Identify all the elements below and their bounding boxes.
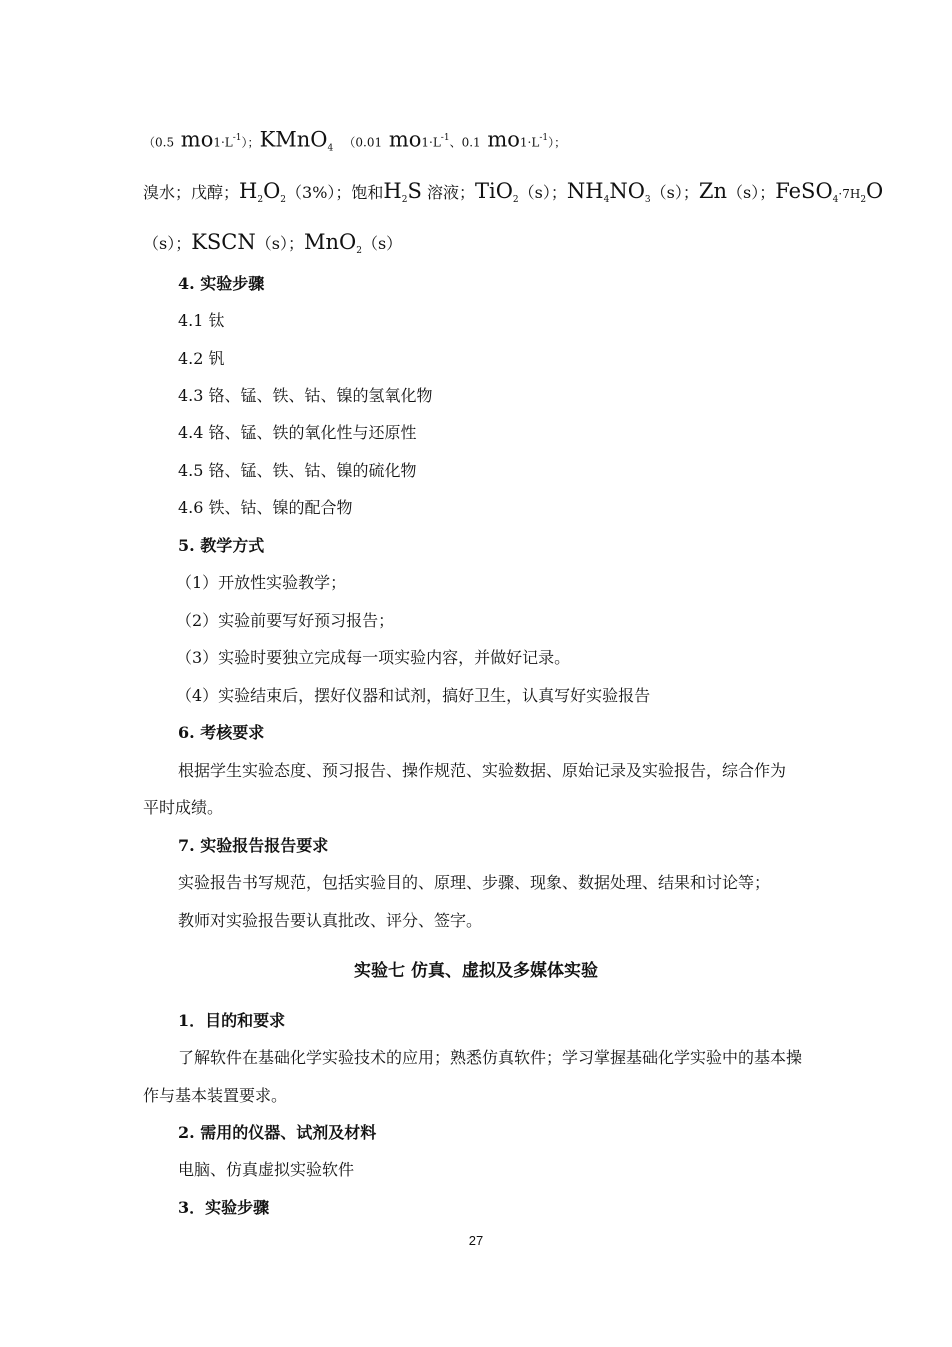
- text: （3%）；饱和: [286, 183, 384, 202]
- subscript: 4: [832, 195, 839, 206]
- subscript: 2: [257, 195, 264, 206]
- paragraph-line: 实验报告书写规范，包括实验目的、原理、步骤、现象、数据处理、结果和讨论等；: [178, 873, 771, 892]
- text: （s）；: [650, 183, 699, 202]
- subscript: 3: [644, 195, 651, 206]
- unit-rest: 1·L: [519, 135, 540, 150]
- formula-mno2: MnO: [303, 230, 357, 254]
- formula-h2o2: H: [239, 179, 258, 203]
- subscript: 2: [356, 246, 362, 257]
- page-number: 27: [468, 1233, 484, 1248]
- section-heading: 3．实验步骤: [178, 1198, 270, 1217]
- unit-rest: 1·L: [421, 135, 441, 150]
- superscript: -1: [539, 133, 549, 143]
- reagent-line-3: [143, 232, 402, 261]
- formula-tio2: TiO: [474, 179, 513, 203]
- list-item: （1）开放性实验教学；: [176, 573, 347, 592]
- superscript: -1: [232, 133, 242, 143]
- unit-mol: mo: [480, 127, 520, 152]
- formula-part: ·7H: [838, 187, 861, 201]
- paragraph-line: 根据学生实验态度、预习报告、操作规范、实验数据、原始记录及实验报告，综合作为: [178, 761, 787, 780]
- concentration: 0.5: [155, 135, 175, 150]
- section-heading: 2. 需用的仪器、试剂及材料: [178, 1123, 377, 1142]
- list-item: 4.2 钒: [178, 349, 225, 368]
- text: 溴水；戊醇；: [143, 183, 240, 202]
- subscript: 2: [401, 195, 408, 206]
- unit-rest: 1·L: [213, 135, 233, 150]
- paragraph-line: 平时成绩。: [143, 798, 224, 817]
- text: 溶液；: [421, 183, 475, 202]
- experiment-title: 实验七 仿真、虚拟及多媒体实验: [354, 961, 598, 981]
- formula-part: NO: [609, 179, 645, 203]
- unit-mol: mo: [174, 127, 214, 152]
- section-heading: 4. 实验步骤: [178, 274, 265, 293]
- section-heading: 6. 考核要求: [178, 723, 265, 742]
- concentration: 0.1: [461, 135, 481, 150]
- section-heading: 1．目的和要求: [178, 1011, 286, 1030]
- paren: ）；: [548, 135, 567, 150]
- list-item: （3）实验时要独立完成每一项实验内容，并做好记录。: [176, 648, 571, 667]
- separator: 、: [449, 135, 462, 150]
- list-item: 4.3 铬、锰、铁、钴、镍的氢氧化物: [178, 386, 433, 405]
- list-item: 4.4 铬、锰、铁的氧化性与还原性: [178, 423, 417, 442]
- paren: （: [143, 135, 156, 150]
- unit-mol: mo: [382, 127, 422, 152]
- subscript: 2: [860, 195, 867, 206]
- subscript: 4: [327, 143, 334, 154]
- formula-part: O: [866, 179, 884, 203]
- formula-zn: Zn: [698, 179, 727, 203]
- formula-kscn: KSCN: [191, 230, 256, 254]
- paragraph-line: 电脑、仿真虚拟实验软件: [178, 1160, 355, 1179]
- text: （s）: [361, 234, 403, 253]
- list-item: 4.1 钛: [178, 311, 225, 330]
- formula-h2s: H: [383, 179, 402, 203]
- section-heading: 5. 教学方式: [178, 536, 265, 555]
- text: （s）；: [726, 183, 776, 202]
- section-heading: 7. 实验报告报告要求: [178, 836, 329, 855]
- superscript: -1: [440, 133, 450, 143]
- list-item: 4.6 铁、钴、镍的配合物: [178, 498, 353, 517]
- reagent-line-2: [143, 181, 883, 210]
- subscript: 2: [512, 195, 519, 206]
- subscript: 2: [280, 195, 287, 206]
- list-item: （2）实验前要写好预习报告；: [176, 611, 395, 630]
- paren: ）；: [241, 135, 260, 150]
- formula-part: O: [263, 179, 281, 203]
- formula-part: S: [407, 179, 422, 203]
- paren: （: [343, 135, 356, 150]
- subscript: 4: [603, 195, 610, 206]
- paragraph-line: 了解软件在基础化学实验技术的应用；熟悉仿真软件；学习掌握基础化学实验中的基本操: [178, 1048, 803, 1067]
- text: （s）；: [143, 234, 192, 253]
- list-item: 4.5 铬、锰、铁、钴、镍的硫化物: [178, 461, 417, 480]
- text: （s）；: [518, 183, 567, 202]
- formula-kmno4: KMnO: [259, 127, 328, 152]
- list-item: （4）实验结束后，摆好仪器和试剂，搞好卫生，认真写好实验报告: [176, 686, 651, 705]
- reagent-line-1: [143, 128, 566, 159]
- paragraph-line: 教师对实验报告要认真批改、评分、签字。: [178, 911, 483, 930]
- concentration: 0.01: [355, 135, 383, 150]
- formula-nh4no3: NH: [566, 179, 604, 203]
- paragraph-line: 作与基本装置要求。: [143, 1086, 288, 1105]
- text: （s）；: [255, 234, 304, 253]
- formula-feso4: FeSO: [775, 179, 833, 203]
